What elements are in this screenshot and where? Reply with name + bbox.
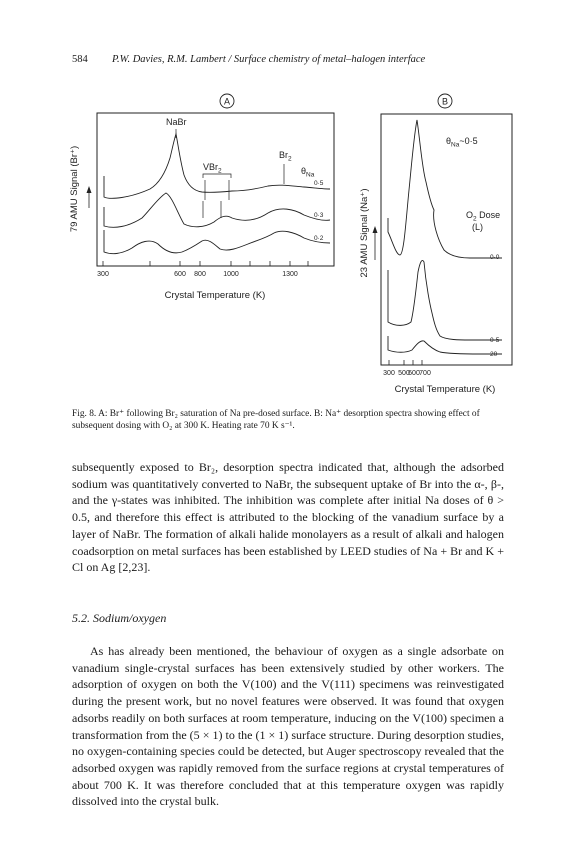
panel-b-curve-label-20: 20	[490, 351, 498, 358]
figure-8	[0, 0, 576, 400]
section-heading: 5.2. Sodium/oxygen	[72, 611, 167, 625]
running-title: P.W. Davies, R.M. Lambert / Surface chemistry of metal–halogen interface	[112, 54, 426, 65]
page-number: 584	[72, 54, 88, 65]
panel-a-frame	[97, 113, 334, 266]
panel-a-xtick-300: 300	[97, 271, 109, 278]
panel-b-curve-0-0	[388, 120, 502, 258]
panel-a-ylabel: 79 AMU Signal (Br⁺)	[69, 145, 80, 233]
panel-a-nabr-label: NaBr	[166, 117, 187, 127]
panel-a-curve-label-0-5: 0·5	[314, 180, 324, 187]
panel-a-curve-0-3	[104, 193, 330, 227]
panel-b-curve-0-5	[388, 260, 502, 340]
panel-a-vbr2-bracket	[203, 174, 231, 178]
panel-a-marker: A	[223, 96, 231, 107]
panel-a-xtick-1300: 1300	[282, 271, 298, 278]
panel-b	[359, 94, 512, 395]
panel-b-dose-title: $O_2$ Dose	[466, 210, 501, 223]
body-paragraph-1: subsequently exposed to Br₂, desorption spectra indicated that, although the adsorbed sodium was quantitatively converted to NaBr, the subsequent uptake of Br into the α-, β-, and the γ-states was inhibited. The inhibition was complete after initial Na doses of θ > 0.5, and therefore this effect is attributed to the blocking of the vanadium surface by a layer of NaBr. The formation of alkali halide monolayers as a result of alkali and halogen coadsorption on metal surfaces has been established by LEED studies of Na + Br and K + Cl on Ag [2,23].	[72, 460, 504, 575]
figure-caption-text: A: Br⁺ following Br₂ saturation of Na pre-dosed surface. B: Na⁺ desorption spectra showing effect of subsequent dosing with O₂ at 300 K. Heating rate 70 K s⁻¹.	[72, 409, 480, 431]
panel-b-xtick-700: 700	[419, 370, 431, 377]
panel-a-curve-label-0-2: 0·2	[314, 235, 324, 242]
panel-b-xtick-600: 600	[408, 370, 420, 377]
panel-a-br2-label: $Br_2$	[279, 150, 292, 163]
panel-a-xlabel: Crystal Temperature (K)	[164, 290, 266, 301]
panel-a-y-arrow-head	[87, 186, 92, 193]
panel-b-frame	[381, 114, 512, 365]
panel-a-vbr2-markers	[203, 180, 229, 218]
panel-a-xtick-600: 600	[174, 271, 186, 278]
figure-caption-label: Fig. 8.	[72, 409, 97, 419]
panel-a-x-ticks	[103, 261, 308, 266]
panel-a-theta-label: $\theta_{Na}$	[301, 166, 315, 179]
panel-b-curve-label-0-5: 0·5	[490, 337, 500, 344]
panel-b-theta-label: $\theta_{Na}\sim 0\cdot 5$	[446, 136, 478, 149]
panel-a-curve-label-0-3: 0·3	[314, 212, 324, 219]
panel-b-x-ticks	[389, 360, 422, 365]
panel-b-ylabel: 23 AMU Signal (Na⁺)	[359, 188, 370, 278]
figure-caption	[72, 408, 504, 432]
panel-a	[69, 94, 334, 301]
panel-a-xtick-800: 800	[194, 271, 206, 278]
panel-a-curve-0-2	[104, 230, 330, 254]
panel-b-curve-20	[388, 336, 502, 354]
panel-b-xtick-300: 300	[383, 370, 395, 377]
panel-b-dose-unit: (L)	[472, 222, 483, 232]
body-paragraph-2: As has already been mentioned, the behaviour of oxygen as a single adsorbate on vanadium single-crystal surfaces has been extensively studied by other workers. The adsorption of oxygen on both the V(100) and the V(111) specimens was reinvestigated during the present work, but no novel features were observed. It was found that oxygen adsorbs readily on both surfaces at room temperature, inducing on the V(100) specimen a transformation from the (5 × 1) to the (1 × 1) surface structure. During desorption studies, no oxygen-containing species could be detected, but Auger spectroscopy revealed that the adsorbed oxygen was rapidly removed from the surface regions at crystal temperatures of about 700 K. It was therefore concluded that at this temperature oxygen was rapidly dissolved into the crystal bulk.	[72, 644, 504, 809]
panel-a-xtick-1000: 1000	[223, 271, 239, 278]
panel-b-xtick-500: 500	[398, 370, 410, 377]
panel-b-y-arrow-head	[373, 226, 378, 233]
panel-b-xlabel: Crystal Temperature (K)	[394, 384, 496, 395]
panel-a-vbr2-label: VBr$_2$	[203, 162, 222, 175]
panel-b-curve-label-0-0: 0·0	[490, 254, 500, 261]
panel-b-marker: B	[441, 96, 449, 107]
